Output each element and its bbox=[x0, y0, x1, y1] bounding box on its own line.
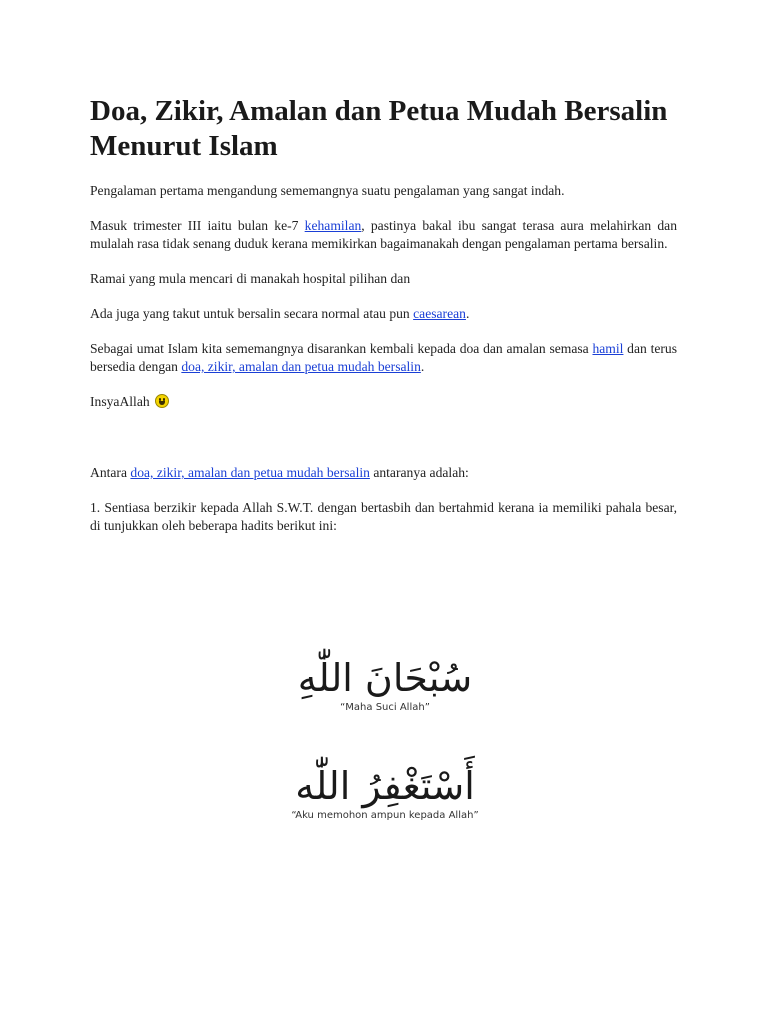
spacer bbox=[90, 428, 677, 464]
paragraph-insyaallah: InsyaAllah bbox=[90, 393, 677, 411]
article-title: Doa, Zikir, Amalan dan Petua Mudah Bersalin Menurut Islam bbox=[90, 95, 668, 162]
arabic-text: أَسْتَغْفِرُ اللّٰه bbox=[295, 764, 475, 808]
paragraph-list-item-1: 1. Sentiasa berzikir kepada Allah S.W.T. dengan bertasbih dan bertahmid kerana ia memiliki pahala besar, di tunjukkan oleh beberapa hadits berikut ini: bbox=[90, 500, 677, 533]
link-hamil[interactable]: hamil bbox=[592, 341, 624, 356]
link-doa-zikir[interactable]: doa, zikir, amalan dan petua mudah bersalin bbox=[181, 359, 421, 374]
paragraph-antara: Antara doa, zikir, amalan dan petua mudah bersalin antaranya adalah: bbox=[90, 465, 469, 480]
calligraphy-subhanallah bbox=[280, 654, 490, 713]
link-caesarean[interactable]: caesarean bbox=[413, 306, 466, 321]
smiley-icon bbox=[155, 394, 169, 408]
paragraph-intro: Pengalaman pertama mengandung sememangnya suatu pengalaman yang sangat indah. bbox=[90, 183, 565, 198]
link-kehamilan[interactable]: kehamilan bbox=[304, 218, 362, 233]
paragraph-trimester: Masuk trimester III iaitu bulan ke-7 kehamilan, pastinya bakal ibu sangat terasa aura melahirkan dan mulalah rasa tidak senang duduk kerana memikirkan bagaimanakah dengan pengalaman pertama bersalin. bbox=[90, 218, 678, 251]
paragraph-umat-islam: Sebagai umat Islam kita sememangnya disarankan kembali kepada doa dan amalan semasa hamil dan terus bersedia dengan doa, zikir, amalan dan petua mudah bersalin. bbox=[90, 341, 677, 374]
translation-text: “Maha Suci Allah” bbox=[340, 702, 430, 713]
paragraph-hospital: Ramai yang mula mencari di manakah hospital pilihan dan bbox=[90, 271, 411, 286]
paragraph-caesarean: Ada juga yang takut untuk bersalin secara normal atau pun caesarean. bbox=[90, 306, 470, 321]
article-body bbox=[90, 94, 677, 552]
translation-text: “Aku memohon ampun kepada Allah” bbox=[291, 810, 479, 821]
arabic-text: سُبْحَانَ اللّٰهِ bbox=[297, 656, 473, 700]
calligraphy-astaghfirullah bbox=[280, 762, 490, 821]
link-doa-zikir-2[interactable]: doa, zikir, amalan dan petua mudah bersalin bbox=[130, 465, 370, 480]
